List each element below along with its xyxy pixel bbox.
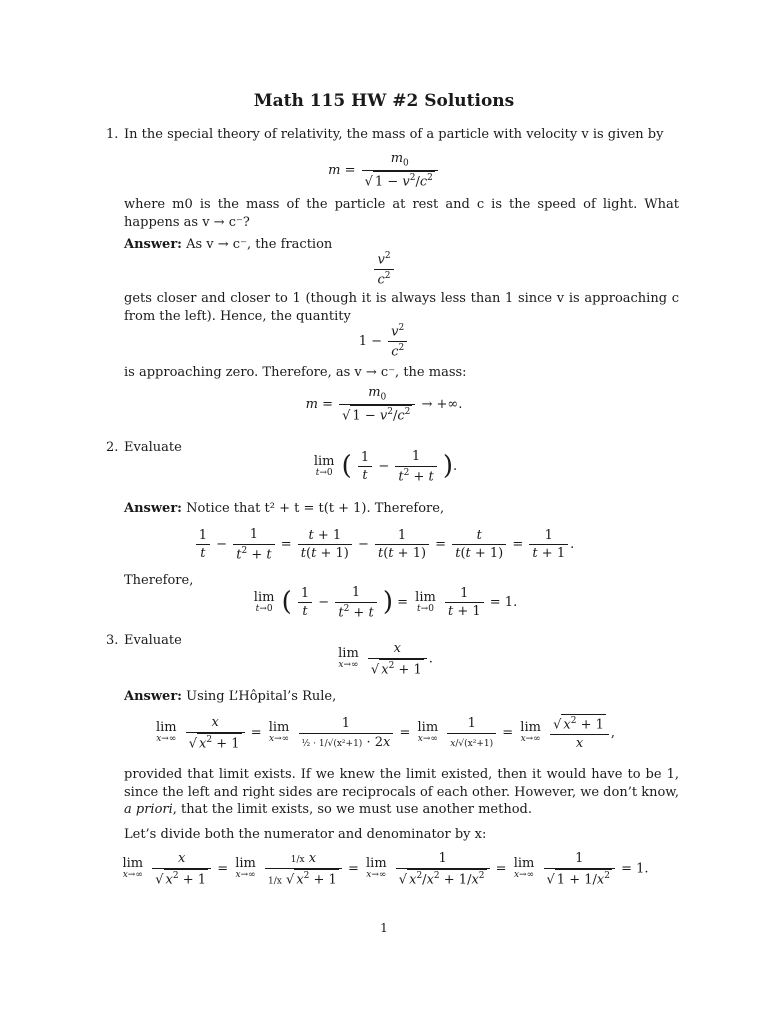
answer-label: Answer: <box>124 237 182 252</box>
problem-1-closer-text: gets closer and closer to 1 (though it is always less than 1 since v is approaching c from the left). Hence, the quantity <box>124 291 679 324</box>
equation-partial-fractions: $\frac{1}{t}$ − $\frac{1}{t^2 + t}$ = $\frac{t + 1}{t(t + 1)}$ − $\frac{1}{t(t + 1)}$ = $\frac{t}{t(t + 1)}$ = $\frac{1}{t + 1}$ . <box>0 526 768 563</box>
problem-2-therefore: Therefore, <box>124 573 194 588</box>
problem-2-answer <box>124 500 679 518</box>
equation-divide-by-x: lim x→∞ $\frac{x}{√ x^2 + 1}$ = lim x→∞ $\frac{\text{1/x x}}{1/x √ x^2 + 1}$ = lim x→∞ $\frac{1}{√ x^2/x^2 + 1/x^2}$ = lim x→∞ $\frac{1}{√ 1 + 1/x^2}$ = 1. <box>122 851 649 887</box>
provided-text-part-2: , that the limit exists, so we must use another method. <box>172 802 533 818</box>
equation-relativistic-mass: m = $\frac{m_0}{√ 1 - v^2/c^2}$ <box>0 150 768 191</box>
problem-3-answer <box>124 688 679 706</box>
problem-1-statement: In the special theory of relativity, the mass of a particle with velocity v is given by <box>124 127 664 142</box>
equation-v2-over-c2: $\frac{v^2}{c^2}$ <box>0 250 768 289</box>
equation-limit-x: lim x→∞ $\frac{x}{√ x^2 + 1}$ . <box>338 641 433 677</box>
problem-1-explanation: where m0 is the mass of the particle at rest and c is the speed of light. What happens as v → c⁻? <box>124 197 679 230</box>
answer-text: Notice that t² + t = t(t + 1). Therefore, <box>186 501 445 516</box>
problem-3-provided-text <box>124 766 679 819</box>
page-number: 1 <box>380 921 388 935</box>
problem-3-divide-text: Let’s divide both the numerator and denominator by x: <box>124 827 487 842</box>
problem-3-number: 3. <box>106 633 119 648</box>
a-priori-text: a priori <box>124 802 173 818</box>
provided-text-part-1: provided that limit exists. If we knew the limit existed, then it would have to be 1, since the left and right sides are reciprocals of each other. However, we don’t know, <box>124 767 679 800</box>
answer-label: Answer: <box>124 501 182 516</box>
answer-text: Using L’Hôpital’s Rule, <box>186 689 337 704</box>
equation-mass-infinity: m = $\frac{m_0}{√ 1 - v^2/c^2}$ → +∞. <box>305 385 463 424</box>
problem-1-approaching-text: is approaching zero. Therefore, as v → c⁻, the mass: <box>124 365 467 380</box>
equation-lhopital: lim x→∞ $\frac{x}{√ x^2 + 1}$ = lim x→∞ $\frac{1}{\text{½ · 1/√(x²+1) · 2x}}$ = lim x→∞ $\frac{1}{\text{x/√(x²+1)}}$ = lim x→∞ $\frac{√ x^2 + 1}{x}$ , <box>155 715 616 751</box>
answer-label: Answer: <box>124 689 182 704</box>
equation-limit-t: lim t→0 ( $\frac{1}{t}$ − $\frac{1}{t^2 + t}$ ). <box>313 449 458 484</box>
problem-1-number: 1. <box>106 127 119 142</box>
page-title: Math 115 HW #2 Solutions <box>253 91 515 111</box>
problem-3-statement: Evaluate <box>124 633 182 648</box>
equation-one-minus: 1 − $\frac{v^2}{c^2}$ <box>0 322 768 361</box>
problem-2-statement: Evaluate <box>124 440 182 455</box>
problem-2-number: 2. <box>106 440 119 455</box>
equation-limit-result: lim t→0 ( $\frac{1}{t}$ − $\frac{1}{t^2 + t}$ ) = lim t→0 $\frac{1}{t + 1}$ = 1. <box>253 585 518 620</box>
answer-intro: As v → c⁻, the fraction <box>186 237 333 252</box>
